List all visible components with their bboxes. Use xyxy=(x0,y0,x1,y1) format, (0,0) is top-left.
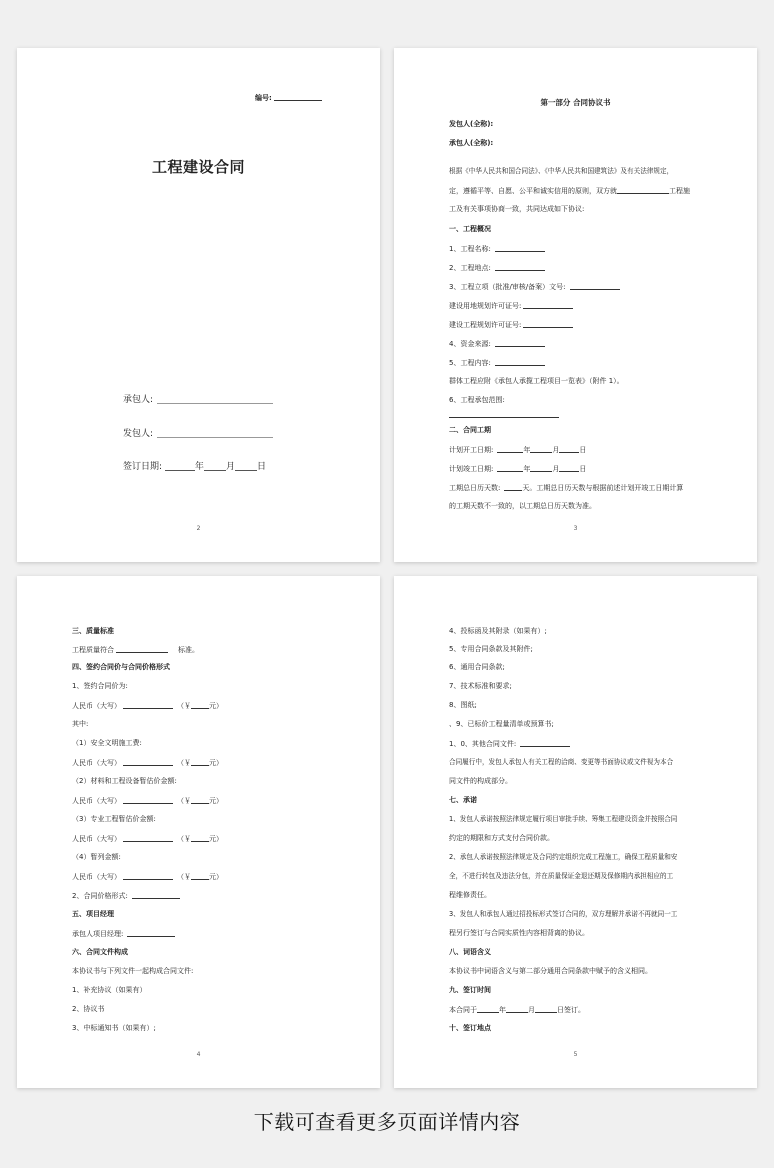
text-span: 元） xyxy=(209,873,223,881)
text-line: 同文件的构成部分。 xyxy=(449,777,512,785)
blank xyxy=(504,483,522,491)
text-span: 工期总日历天数: xyxy=(449,484,501,492)
text-line xyxy=(72,796,223,806)
text-span: 建设工程规划许可证号: xyxy=(449,321,522,329)
text-span: 本合同于 xyxy=(449,1006,477,1014)
text-line xyxy=(449,263,545,273)
text-line: 3、中标通知书（如果有）; xyxy=(72,1024,156,1032)
text-span: 年 xyxy=(523,446,531,454)
blank xyxy=(123,796,173,804)
text-line: 发包人(全称): xyxy=(449,120,494,128)
text-line: 一、工程概况 xyxy=(449,225,491,233)
text-line: 4、投标函及其附录（如果有）; xyxy=(449,627,547,635)
text-span: 元） xyxy=(209,702,223,710)
text-span: 1、0、其他合同文件: xyxy=(449,740,517,748)
text-span: 承包人项目经理: xyxy=(72,930,124,938)
blank xyxy=(191,701,209,709)
blank xyxy=(123,758,173,766)
text-line xyxy=(449,282,620,292)
text-line: 程维修责任。 xyxy=(449,891,491,899)
text-span: （￥ xyxy=(177,835,191,843)
blank xyxy=(477,1005,499,1013)
text-line: 八、词语含义 xyxy=(449,948,491,956)
text-line xyxy=(449,445,586,455)
employer-blank xyxy=(157,428,273,438)
text-line xyxy=(72,645,199,655)
text-line xyxy=(449,186,690,196)
text-line xyxy=(449,1005,585,1015)
text-line: 1、发包人承诺按照法律规定履行项目审批手续、筹集工程建设资金并按照合同 xyxy=(449,815,678,823)
text-line: 约定的期限和方式支付合同价款。 xyxy=(449,834,554,842)
blank xyxy=(559,445,579,453)
text-line: 其中: xyxy=(72,720,89,728)
text-line: 七、承诺 xyxy=(449,796,477,804)
month-label: 月 xyxy=(225,462,235,472)
text-span: 3、工程立项（批准/审核/备案）文号: xyxy=(449,283,566,291)
contractor-label: 承包人: xyxy=(123,395,154,405)
text-line: 群体工程应附《承包人承揽工程项目一览表》（附件 1）。 xyxy=(449,377,624,385)
text-span: 元） xyxy=(209,759,223,767)
contract-code xyxy=(255,93,322,103)
download-more-banner[interactable]: 下载可查看更多页面详情内容 xyxy=(253,1110,521,1134)
sign-date xyxy=(123,459,266,472)
page-documents-commitments xyxy=(394,576,757,1088)
blank xyxy=(191,834,209,842)
text-span: 定，遵循平等、自愿、公平和诚实信用的原则，双方就 xyxy=(449,187,617,195)
page-number: 2 xyxy=(196,525,201,532)
text-span: 月 xyxy=(552,446,560,454)
code-blank xyxy=(274,93,322,101)
text-line xyxy=(449,244,545,254)
text-line xyxy=(72,701,223,711)
text-span: （￥ xyxy=(177,759,191,767)
text-span: 年 xyxy=(523,465,531,473)
text-span: （￥ xyxy=(177,873,191,881)
text-span: 元） xyxy=(209,835,223,843)
text-span: 人民币（大写） xyxy=(72,797,121,805)
blank xyxy=(191,796,209,804)
text-span: 工程施 xyxy=(669,187,690,195)
blank xyxy=(123,834,173,842)
text-line xyxy=(449,483,683,493)
text-span: 5、工程内容: xyxy=(449,359,491,367)
text-line: 本协议书与下列文件一起构成合同文件: xyxy=(72,967,194,975)
text-span: 1、工程名称: xyxy=(449,245,491,253)
text-line xyxy=(72,872,223,882)
blank xyxy=(530,445,552,453)
page-quality-price xyxy=(17,576,380,1088)
text-span: 人民币（大写） xyxy=(72,873,121,881)
text-span: 元） xyxy=(209,797,223,805)
text-span: 计划开工日期: xyxy=(449,446,494,454)
blank xyxy=(617,186,669,194)
blank xyxy=(506,1005,528,1013)
text-line xyxy=(72,834,223,844)
text-line: 根据《中华人民共和国合同法》、《中华人民共和国建筑法》及有关法律规定， xyxy=(449,167,674,175)
text-line: 三、质量标准 xyxy=(72,627,114,635)
text-line: 6、通用合同条款; xyxy=(449,663,505,671)
employer-label: 发包人: xyxy=(123,429,154,439)
blank xyxy=(123,701,173,709)
text-line xyxy=(449,464,586,474)
text-line: 六、合同文件构成 xyxy=(72,948,128,956)
text-line: 五、项目经理 xyxy=(72,910,114,918)
sign-date-label: 签订日期: xyxy=(123,462,163,472)
page-agreement xyxy=(394,48,757,562)
text-line: 2、协议书 xyxy=(72,1005,105,1013)
text-line: 5、专用合同条款及其附件; xyxy=(449,645,533,653)
text-line: 十、签订地点 xyxy=(449,1024,491,1032)
text-line: 九、签订时间 xyxy=(449,986,491,994)
page-number: 5 xyxy=(573,1051,578,1058)
page-number: 3 xyxy=(573,525,578,532)
day-label: 日 xyxy=(256,462,266,472)
text-line xyxy=(449,358,545,368)
blank xyxy=(559,464,579,472)
text-line: 2、承包人承诺按照法律规定及合同约定组织完成工程施工，确保工程质量和安 xyxy=(449,853,678,861)
text-line: 的工期天数不一致的，以工期总日历天数为准。 xyxy=(449,502,596,510)
year-label: 年 xyxy=(194,462,204,472)
text-line: 工及有关事项协商一致，共同达成如下协议: xyxy=(449,205,585,213)
page-cover xyxy=(17,48,380,562)
text-span: 人民币（大写） xyxy=(72,835,121,843)
blank xyxy=(523,320,573,328)
blank xyxy=(123,872,173,880)
text-line: 全，不进行转包及违法分包，并在质量保证金退还期及保修期内承担相应的工 xyxy=(449,872,674,880)
text-span: 月 xyxy=(552,465,560,473)
blank xyxy=(127,929,175,937)
text-line: （2）材料和工程设备暂估价金额: xyxy=(72,777,177,785)
cover-title: 工程建设合同 xyxy=(151,158,245,176)
code-label: 编号: xyxy=(255,94,272,102)
text-span: 天。工期总日历天数与根据前述计划开竣工日期计算 xyxy=(522,484,684,492)
blank xyxy=(495,358,545,366)
text-span: 人民币（大写） xyxy=(72,702,121,710)
text-line: 3、发包人和承包人通过招投标形式签订合同的，双方理解并承诺不再就同一工 xyxy=(449,910,678,918)
text-line xyxy=(72,758,223,768)
blank xyxy=(495,263,545,271)
text-span: 日 xyxy=(579,446,587,454)
blank xyxy=(132,891,180,899)
text-line: 7、技术标准和要求; xyxy=(449,682,512,690)
text-line: 6、工程承包范围: xyxy=(449,396,505,404)
text-span: 4、资金来源: xyxy=(449,340,491,348)
text-line: 本协议书中词语含义与第二部分通用合同条款中赋予的含义相同。 xyxy=(449,967,652,975)
text-line: 8、图纸; xyxy=(449,701,477,709)
text-span: 人民币（大写） xyxy=(72,759,121,767)
text-span: 标准。 xyxy=(178,646,199,654)
contractor-signature xyxy=(123,392,273,405)
text-line xyxy=(449,739,570,749)
blank xyxy=(449,410,559,418)
text-span: 日 xyxy=(579,465,587,473)
text-span: 工程质量符合 xyxy=(72,646,114,654)
month-blank xyxy=(204,461,226,471)
text-span: 2、工程地点: xyxy=(449,264,491,272)
text-span: （￥ xyxy=(177,702,191,710)
text-line: 四、签约合同价与合同价格形式 xyxy=(72,663,170,671)
text-line xyxy=(449,339,545,349)
blank xyxy=(497,445,523,453)
text-line: 、9、已标价工程量清单或预算书; xyxy=(449,720,554,728)
text-span: 月 xyxy=(528,1006,535,1014)
blank xyxy=(520,739,570,747)
text-span: 建设用地规划许可证号: xyxy=(449,302,522,310)
blank xyxy=(191,872,209,880)
blank xyxy=(495,244,545,252)
page-number: 4 xyxy=(196,1051,201,1058)
blank xyxy=(497,464,523,472)
text-line: 二、合同工期 xyxy=(449,426,491,434)
blank xyxy=(495,339,545,347)
text-line xyxy=(449,410,559,420)
text-line xyxy=(72,929,175,939)
text-span: 2、合同价格形式: xyxy=(72,892,128,900)
blank xyxy=(191,758,209,766)
text-line: 承包人(全称): xyxy=(449,139,494,147)
blank xyxy=(523,301,573,309)
text-line xyxy=(449,320,573,330)
blank xyxy=(535,1005,557,1013)
blank xyxy=(530,464,552,472)
year-blank xyxy=(165,461,195,471)
text-line: 1、补充协议（如果有） xyxy=(72,986,147,994)
text-line: （3）专业工程暂估价金额: xyxy=(72,815,156,823)
text-line: 1、签约合同价为: xyxy=(72,682,128,690)
blank xyxy=(116,645,168,653)
text-line: 合同履行中，发包人承包人有关工程的洽商、变更等书面协议或文件视为本合 xyxy=(449,758,674,766)
section-title: 第一部分 合同协议书 xyxy=(540,98,611,107)
text-line: （1）安全文明施工费: xyxy=(72,739,142,747)
contractor-blank xyxy=(157,394,273,404)
text-line: （4）暂列金额: xyxy=(72,853,121,861)
text-line xyxy=(449,301,573,311)
text-span: （￥ xyxy=(177,797,191,805)
text-span: 日签订。 xyxy=(557,1006,585,1014)
text-span: 年 xyxy=(499,1006,506,1014)
employer-signature xyxy=(123,426,273,439)
text-line xyxy=(72,891,180,901)
text-span: 计划竣工日期: xyxy=(449,465,494,473)
blank xyxy=(570,282,620,290)
text-line: 程另行签订与合同实质性内容相背离的协议。 xyxy=(449,929,589,937)
day-blank xyxy=(235,461,257,471)
